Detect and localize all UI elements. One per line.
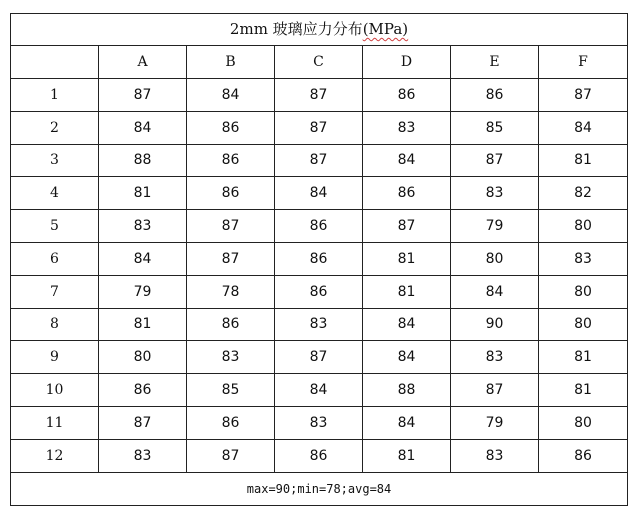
column-header-e: E xyxy=(451,46,539,79)
table-cell: 83 xyxy=(275,406,363,439)
table-cell: 86 xyxy=(275,242,363,275)
stress-distribution-table xyxy=(10,13,628,506)
table-cell: 86 xyxy=(363,177,451,210)
title-row xyxy=(11,14,628,46)
table-cell: 83 xyxy=(451,177,539,210)
table-cell: 84 xyxy=(363,308,451,341)
table-cell: 87 xyxy=(99,79,187,112)
table-cell: 86 xyxy=(275,275,363,308)
row-label: 6 xyxy=(11,242,99,275)
table-row xyxy=(11,406,628,439)
table-cell: 90 xyxy=(451,308,539,341)
column-header-c: C xyxy=(275,46,363,79)
table-cell: 85 xyxy=(451,111,539,144)
table-cell: 80 xyxy=(539,308,628,341)
table-cell: 84 xyxy=(187,79,275,112)
table-cell: 84 xyxy=(275,374,363,407)
table-cell: 80 xyxy=(99,341,187,374)
table-row xyxy=(11,79,628,112)
table-cell: 80 xyxy=(539,210,628,243)
table-row xyxy=(11,308,628,341)
table-cell: 81 xyxy=(539,341,628,374)
table-cell: 80 xyxy=(539,275,628,308)
table-cell: 83 xyxy=(363,111,451,144)
table-body xyxy=(11,14,628,506)
table-cell: 86 xyxy=(187,406,275,439)
table-row xyxy=(11,177,628,210)
table-cell: 86 xyxy=(275,439,363,472)
table-cell: 82 xyxy=(539,177,628,210)
column-header-a: A xyxy=(99,46,187,79)
table-cell: 87 xyxy=(187,439,275,472)
table-cell: 86 xyxy=(187,111,275,144)
table-title-unit: (MPa) xyxy=(362,20,409,38)
row-label: 7 xyxy=(11,275,99,308)
table-cell: 87 xyxy=(275,341,363,374)
table-cell: 83 xyxy=(451,341,539,374)
table-row xyxy=(11,111,628,144)
table-cell: 80 xyxy=(539,406,628,439)
table-row xyxy=(11,275,628,308)
column-header-corner xyxy=(11,46,99,79)
table-cell: 86 xyxy=(187,308,275,341)
table-cell: 81 xyxy=(539,374,628,407)
table-cell: 83 xyxy=(451,439,539,472)
table-cell: 87 xyxy=(187,210,275,243)
row-label: 2 xyxy=(11,111,99,144)
table-cell: 87 xyxy=(275,79,363,112)
row-label: 9 xyxy=(11,341,99,374)
table-row xyxy=(11,242,628,275)
table-cell: 87 xyxy=(363,210,451,243)
table-cell: 87 xyxy=(539,79,628,112)
row-label: 8 xyxy=(11,308,99,341)
table-row xyxy=(11,341,628,374)
table-cell: 84 xyxy=(363,144,451,177)
table-cell: 79 xyxy=(451,210,539,243)
table-row xyxy=(11,374,628,407)
table-cell: 81 xyxy=(363,275,451,308)
table-cell: 87 xyxy=(99,406,187,439)
table-cell: 86 xyxy=(187,144,275,177)
table-cell: 87 xyxy=(275,111,363,144)
row-label: 4 xyxy=(11,177,99,210)
row-label: 10 xyxy=(11,374,99,407)
row-label: 11 xyxy=(11,406,99,439)
table-cell: 83 xyxy=(187,341,275,374)
table-cell: 86 xyxy=(539,439,628,472)
table-cell: 83 xyxy=(99,210,187,243)
table-cell: 86 xyxy=(451,79,539,112)
table-cell: 84 xyxy=(363,406,451,439)
table-cell: 81 xyxy=(99,308,187,341)
table-cell: 84 xyxy=(275,177,363,210)
table-cell: 86 xyxy=(275,210,363,243)
table-cell: 83 xyxy=(275,308,363,341)
table-cell: 84 xyxy=(99,111,187,144)
table-cell: 81 xyxy=(363,242,451,275)
table-cell: 86 xyxy=(363,79,451,112)
table-cell: 87 xyxy=(451,144,539,177)
summary-text: max=90;min=78;avg=84 xyxy=(11,472,628,505)
table-cell: 87 xyxy=(275,144,363,177)
row-label: 1 xyxy=(11,79,99,112)
summary-row xyxy=(11,472,628,505)
column-header-f: F xyxy=(539,46,628,79)
table-row xyxy=(11,210,628,243)
column-header-d: D xyxy=(363,46,451,79)
table-cell: 84 xyxy=(99,242,187,275)
table-cell: 84 xyxy=(451,275,539,308)
table-cell: 88 xyxy=(99,144,187,177)
table-cell: 86 xyxy=(187,177,275,210)
table-title xyxy=(11,14,628,46)
table-cell: 88 xyxy=(363,374,451,407)
stress-table-frame xyxy=(10,13,627,508)
table-cell: 84 xyxy=(363,341,451,374)
table-cell: 87 xyxy=(187,242,275,275)
table-cell: 81 xyxy=(363,439,451,472)
table-cell: 78 xyxy=(187,275,275,308)
row-label: 5 xyxy=(11,210,99,243)
column-header-b: B xyxy=(187,46,275,79)
table-cell: 79 xyxy=(99,275,187,308)
table-cell: 84 xyxy=(539,111,628,144)
table-cell: 87 xyxy=(451,374,539,407)
table-cell: 85 xyxy=(187,374,275,407)
table-cell: 79 xyxy=(451,406,539,439)
row-label: 12 xyxy=(11,439,99,472)
table-cell: 83 xyxy=(539,242,628,275)
table-cell: 86 xyxy=(99,374,187,407)
table-cell: 81 xyxy=(99,177,187,210)
column-header-row xyxy=(11,46,628,79)
table-title-text: 2mm 玻璃应力分布 xyxy=(229,20,363,38)
table-row xyxy=(11,144,628,177)
row-label: 3 xyxy=(11,144,99,177)
table-cell: 83 xyxy=(99,439,187,472)
table-cell: 81 xyxy=(539,144,628,177)
table-cell: 80 xyxy=(451,242,539,275)
table-row xyxy=(11,439,628,472)
